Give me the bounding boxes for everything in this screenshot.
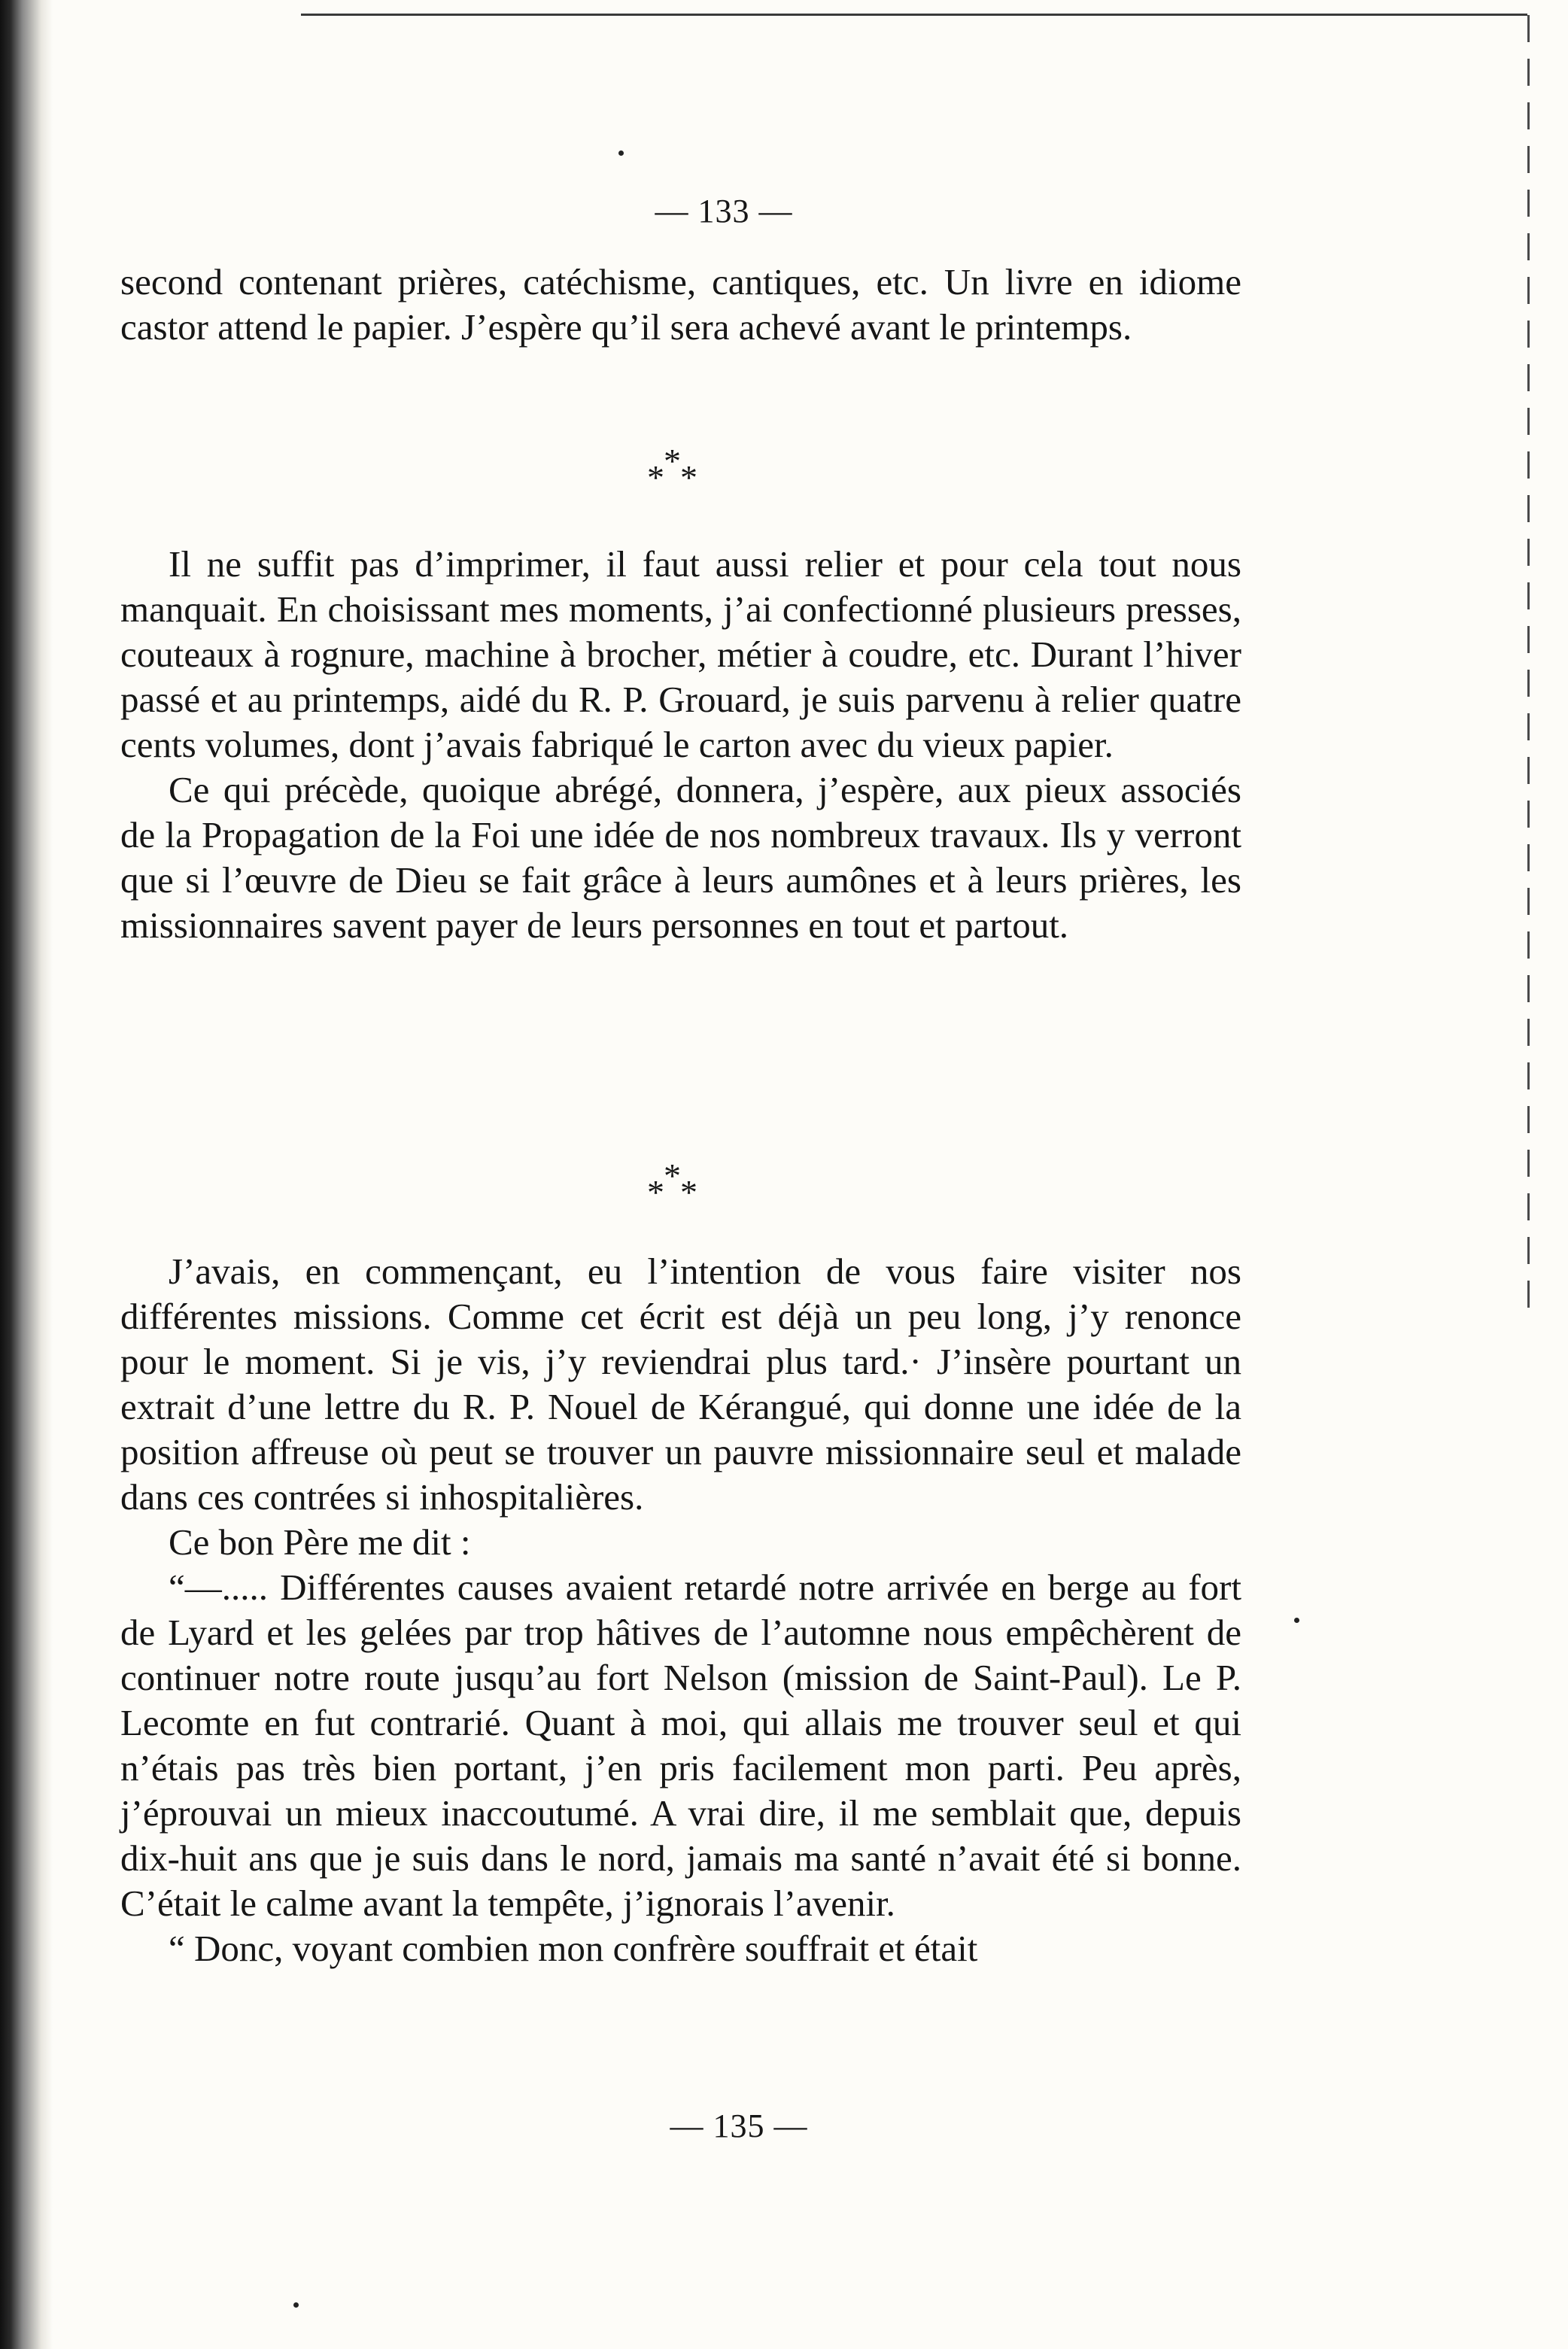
paragraph: Ce bon Père me dit : — [169, 1521, 471, 1563]
asterism-star: * — [680, 1173, 697, 1211]
binding-edge — [0, 0, 53, 2349]
text-block-bottom — [120, 1249, 1241, 1971]
paragraph: Ce qui précède, quoique abrégé, donnera, j’espère, aux pieux associés de la Propagation de la Foi une idée de nos nombreux travaux. Ils y verront que si l’œuvre de Dieu se fait grâce à leurs aumônes et à leurs prières, les missionnaires savent payer de leurs personnes en tout et partout. — [120, 769, 1241, 946]
paragraph: Il ne suffit pas d’imprimer, il faut aussi relier et pour cela tout nous manquait. En choisissant mes moments, j’ai confectionné plusieurs presses, couteaux à rognure, machine à brocher, métier à coudre, etc. Durant l’hiver passé et au printemps, aidé du R. P. Grouard, je suis parvenu à relier quatre cents volumes, dont j’avais fabriqué le carton avec du vieux papier. — [120, 543, 1241, 765]
paragraph: J’avais, en commençant, eu l’intention de vous faire visiter nos différentes missions. Comme cet écrit est déjà un peu long, j’y renonce pour le moment. Si je vis, j’y reviendrai plus tard.· J’insère pourtant un extrait d’une lettre du R. P. Nouel de Kérangué, qui donne une idée de la position affreuse où peut se trouver un pauvre missionnaire seul et malade dans ces contrées si inhospitalières. — [120, 1250, 1241, 1518]
text-block-middle — [120, 542, 1241, 948]
scan-speck — [1294, 1618, 1299, 1623]
page-number-bottom: — 135 — — [670, 2107, 808, 2144]
section-break-asterism — [647, 444, 715, 497]
right-edge-rule — [1527, 15, 1530, 1324]
quoted-letter-paragraph: “ Donc, voyant combien mon confrère souffrait et était — [169, 1928, 978, 1969]
asterism-star: * — [647, 1173, 664, 1211]
asterism-star: * — [680, 458, 697, 497]
scan-speck — [293, 2302, 299, 2308]
paragraph: second contenant prières, catéchisme, cantiques, etc. Un livre en idiome castor attend le papier. J’espère qu’il sera achevé avant le printemps. — [120, 261, 1241, 348]
section-break-asterism — [647, 1156, 715, 1211]
page-number-top: — 133 — — [655, 193, 793, 229]
quoted-letter-paragraph: “—..... Différentes causes avaient retardé notre arrivée en berge au fort de Lyard et les gelées par trop hâtives de l’automne nous empêchèrent de continuer notre route jusqu’au fort Nelson (mission de Saint-Paul). Le P. Lecomte en fut contrarié. Quant à moi, qui allais me trouver seul et qui n’étais pas très bien portant, j’en pris facilement mon parti. Peu après, j’éprouvai un mieux inaccoutumé. A vrai dire, il me semblait que, depuis dix-huit ans que je suis dans le nord, jamais ma santé n’avait été si bonne. C’était le calme avant la tempête, j’ignorais l’avenir. — [120, 1567, 1241, 1924]
asterism-star: * — [647, 458, 664, 497]
text-block-top — [120, 260, 1241, 350]
top-edge-rule — [301, 14, 1527, 16]
scan-speck — [618, 150, 624, 156]
asterism-star: * — [664, 1156, 681, 1195]
asterism-star: * — [664, 442, 681, 480]
